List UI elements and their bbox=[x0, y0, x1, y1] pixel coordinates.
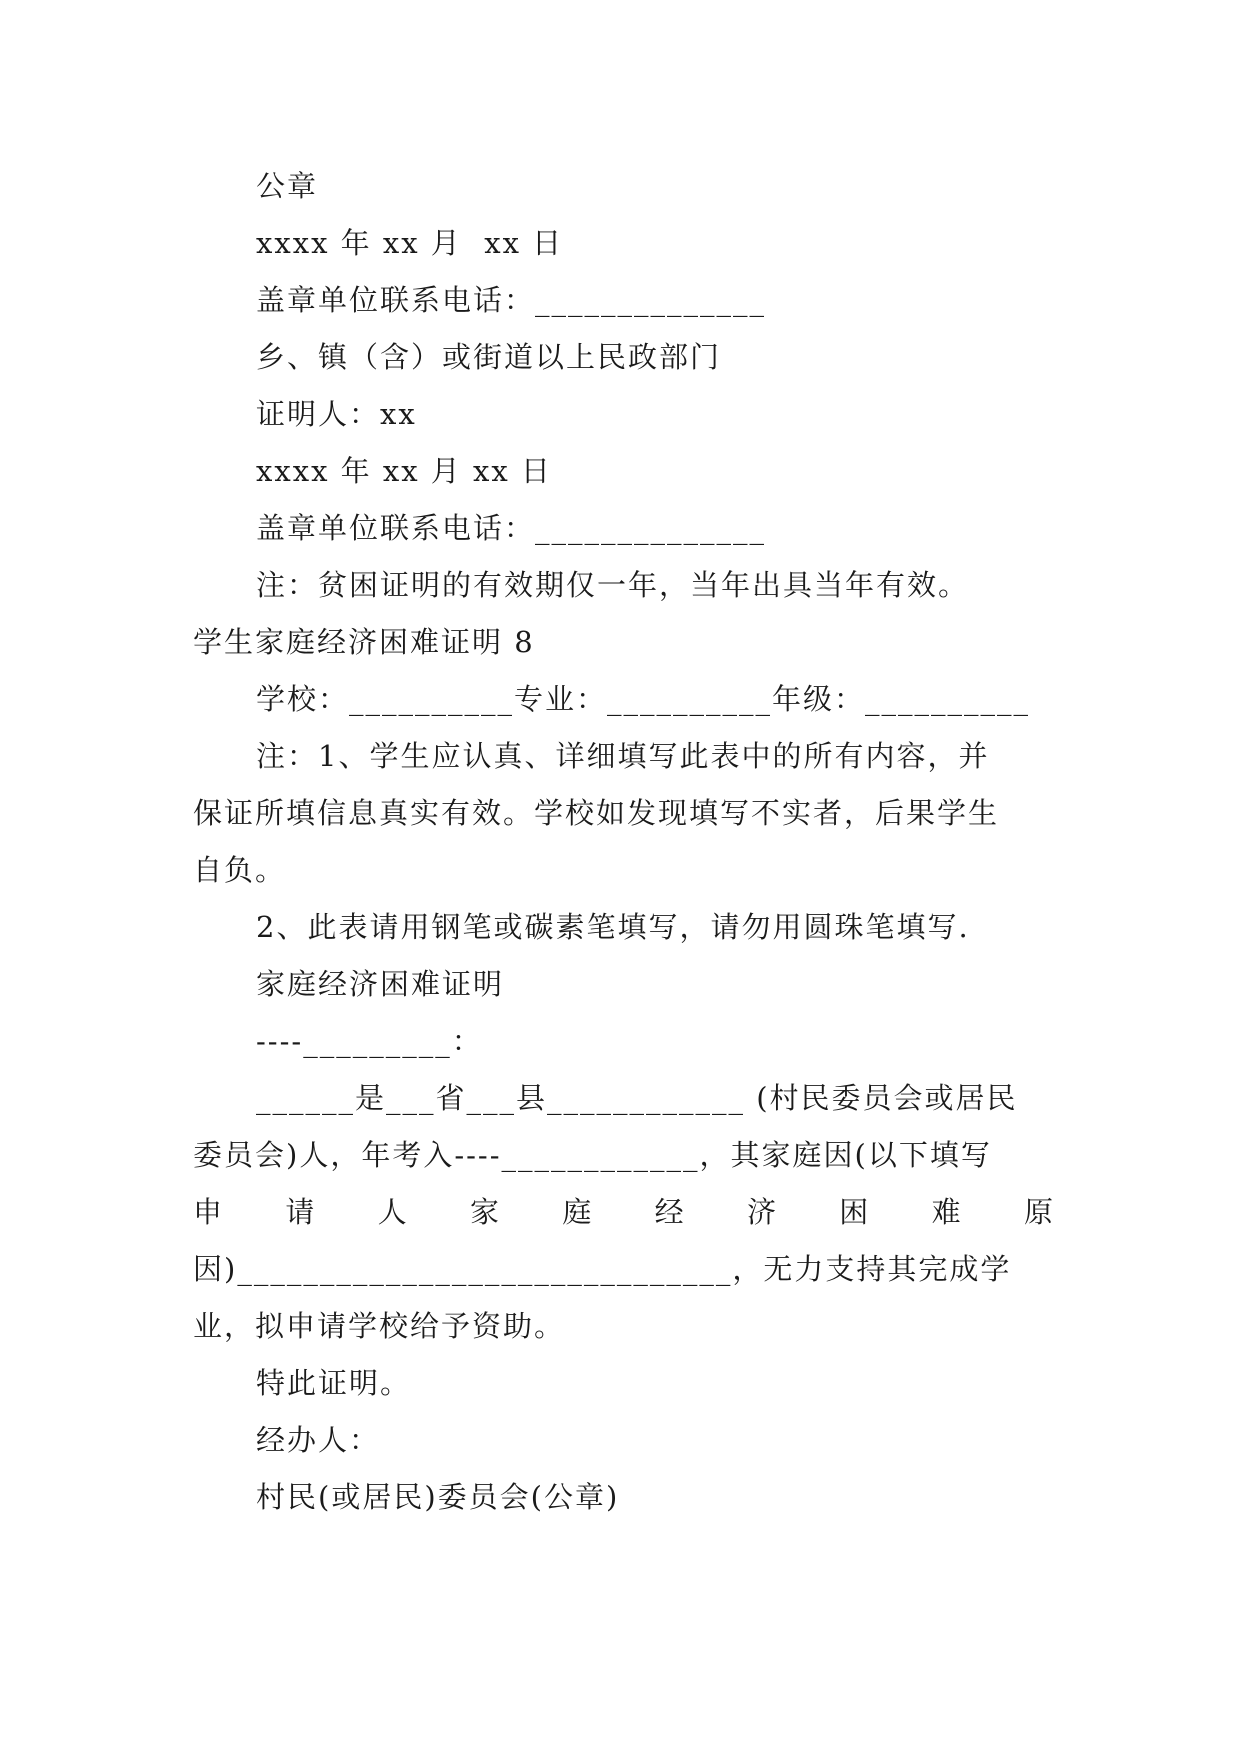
body-paragraph-justified-line bbox=[193, 1192, 1053, 1232]
committee-stamp-line: 村民(或居民)委员会(公章) bbox=[256, 1480, 620, 1514]
date-line: xxxx 年 xx 月 xx 日 bbox=[256, 454, 552, 488]
addressee-line: ----_________： bbox=[256, 1024, 483, 1058]
body-paragraph-line: ______是___省___县____________ (村民委员会或居民 bbox=[256, 1081, 1018, 1115]
char: 原 bbox=[1023, 1195, 1053, 1229]
char: 申 bbox=[193, 1195, 223, 1229]
stamp-label: 公章 bbox=[256, 169, 319, 203]
hereby-certify: 特此证明。 bbox=[256, 1366, 412, 1400]
body-paragraph-line: 因)______________________________，无力支持其完成学 bbox=[193, 1252, 1012, 1286]
char: 经 bbox=[654, 1195, 684, 1229]
form-title: 家庭经济困难证明 bbox=[256, 967, 505, 1001]
note-paragraph-line: 保证所填信息真实有效。学校如发现填写不实者，后果学生 bbox=[193, 796, 1000, 830]
body-paragraph-line: 委员会)人，年考入----____________，其家庭因(以下填写 bbox=[193, 1138, 992, 1172]
body-paragraph-line: 业，拟申请学校给予资助。 bbox=[193, 1309, 566, 1343]
date-line: xxxx 年 xx 月 xx 日 bbox=[256, 226, 564, 260]
note-paragraph-line: 自负。 bbox=[193, 853, 287, 887]
section-title: 学生家庭经济困难证明 8 bbox=[193, 625, 535, 659]
civil-affairs-dept: 乡、镇（含）或街道以上民政部门 bbox=[256, 340, 722, 374]
note-paragraph-line: 注：1、学生应认真、详细填写此表中的所有内容，并 bbox=[256, 739, 990, 773]
certifier-line: 证明人：xx bbox=[256, 397, 417, 431]
char: 庭 bbox=[562, 1195, 592, 1229]
char: 请 bbox=[285, 1195, 315, 1229]
char: 困 bbox=[839, 1195, 869, 1229]
school-major-grade-line: 学校：__________专业：__________年级：__________ bbox=[256, 682, 1031, 716]
char: 人 bbox=[377, 1195, 407, 1229]
validity-note: 注：贫困证明的有效期仅一年，当年出具当年有效。 bbox=[256, 568, 970, 602]
char: 家 bbox=[469, 1195, 499, 1229]
char: 难 bbox=[931, 1195, 961, 1229]
char: 济 bbox=[746, 1195, 776, 1229]
note-item-2: 2、此表请用钢笔或碳素笔填写，请勿用圆珠笔填写. bbox=[256, 910, 970, 944]
stamp-unit-phone: 盖章单位联系电话：______________ bbox=[256, 511, 767, 545]
handler-line: 经办人： bbox=[256, 1423, 381, 1457]
stamp-unit-phone: 盖章单位联系电话：______________ bbox=[256, 283, 767, 317]
